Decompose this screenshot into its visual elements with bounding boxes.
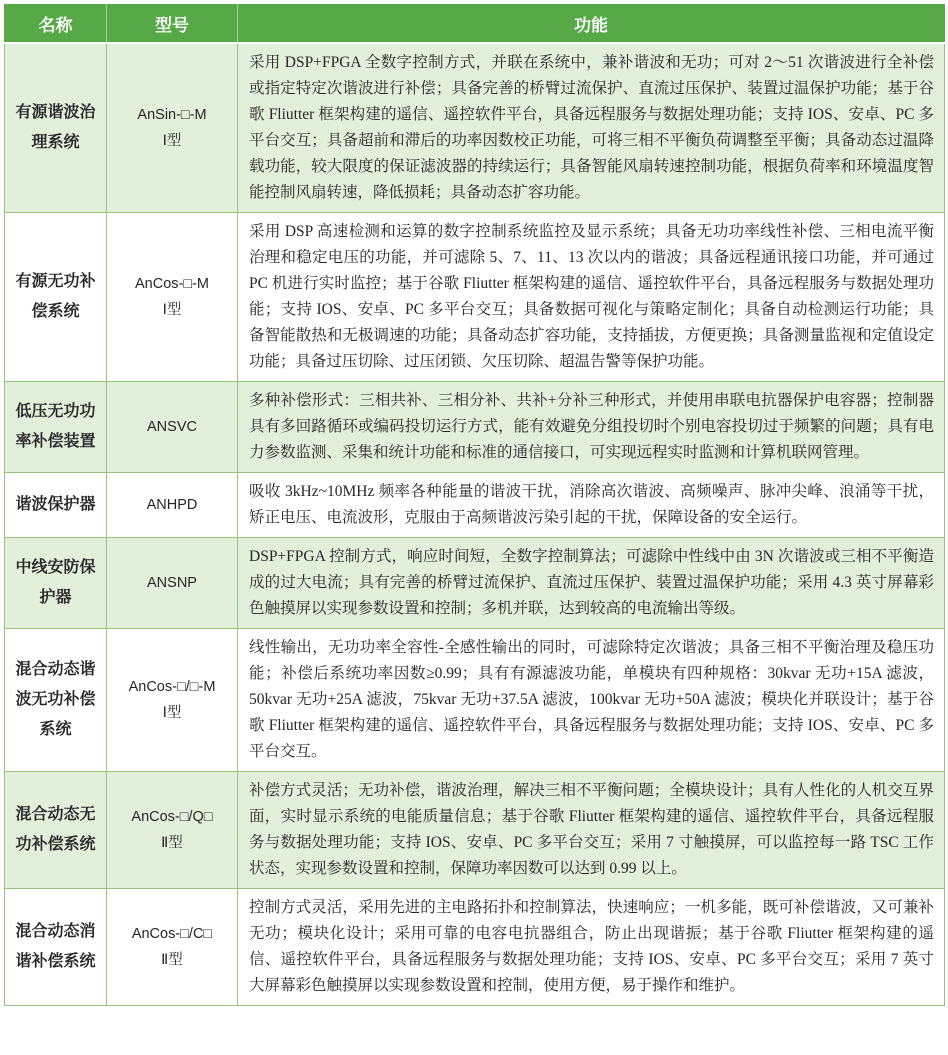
model-code: AnCos-□-M	[134, 276, 209, 292]
product-function: 吸收 3kHz~10MHz 频率各种能量的谐波干扰，消除高次谐波、高频噪声、脉冲尖峰、浪涌等干扰，矫正电压、电流波形，克服由于高频谐波污染引起的干扰，保障设备的安全运行。	[238, 473, 945, 538]
product-name: 有源谐波治理系统	[5, 43, 107, 213]
product-function: 采用 DSP 高速检测和运算的数字控制系统监控及显示系统；具备无功功率线性补偿、三相电流平衡治理和稳定电压的功能，并可滤除 5、7、11、13 次以内的谐波；具备远程通讯接口功能，并可通过 PC 机进行实时监控；基于谷歌 Fliutter 框架构建的遥信、遥控软件平台，具备远程服务与数据处理功能；支持 IOS、安卓、PC 多平台交互；具备数据可视化与策略定制化；具备自动检测运行功能；具备智能散热和无极调速的功能；具备动态扩容功能，支持插拔，方便更换；具备测量监视和定值设定功能；具备过压切除、过压闭锁、欠压切除、超温告警等保护功能。	[238, 213, 945, 382]
model-code: ANSVC	[147, 419, 197, 435]
table-row	[5, 889, 945, 1006]
product-model	[107, 473, 238, 538]
product-function: 线性输出，无功功率全容性-全感性输出的同时，可滤除特定次谐波；具备三相不平衡治理及稳压功能；补偿后系统功率因数≥0.99；具有有源滤波功能，单模块有四种规格：30kvar 无功+15A 滤波，50kvar 无功+25A 滤波，75kvar 无功+37.5A 滤波，100kvar 无功+50A 滤波；模块化并联设计；基于谷歌 Fliutter 框架构建的遥信、遥控软件平台，具备远程服务与数据处理功能；支持 IOS、安卓、PC 多平台交互。	[238, 629, 945, 772]
product-name: 有源无功补偿系统	[5, 213, 107, 382]
product-function: 多种补偿形式：三相共补、三相分补、共补+分补三种形式，并使用串联电抗器保护电容器；控制器具有多回路循环或编码投切运行方式，能有效避免分组投切时个别电容投切过于频繁的问题；具有电力参数监测、采集和统计功能和标准的通信接口，可实现远程实时监测和计算机联网管理。	[238, 382, 945, 473]
table-row	[5, 538, 945, 629]
model-code: AnCos-□/□-M	[128, 679, 216, 695]
model-type: Ⅱ型	[161, 835, 183, 851]
product-function: 采用 DSP+FPGA 全数字控制方式，并联在系统中，兼补谐波和无功；可对 2～51 次谐波进行全补偿或指定特定次谐波进行补偿；具备完善的桥臂过流保护、直流过压保护、装置过温保护功能；基于谷歌 Fliutter 框架构建的遥信、遥控软件平台，具备远程服务与数据处理功能；支持 IOS、安卓、PC 多平台交互；具备超前和滞后的功率因数校正功能，可将三相不平衡负荷调整至平衡；具备动态过温降载功能，较大限度的保证滤波器的持续运行；具备智能风扇转速控制功能，根据负荷率和环境温度智能控制风扇转速，降低损耗；具备动态扩容功能。	[238, 43, 945, 213]
product-model	[107, 772, 238, 889]
product-model	[107, 538, 238, 629]
model-code: ANSNP	[147, 575, 197, 591]
product-name: 低压无功功率补偿装置	[5, 382, 107, 473]
table-row	[5, 213, 945, 382]
header-name: 名称	[5, 5, 107, 44]
table-row	[5, 629, 945, 772]
product-name: 中线安防保护器	[5, 538, 107, 629]
product-function: 控制方式灵活，采用先进的主电路拓扑和控制算法，快速响应；一机多能，既可补偿谐波，又可兼补无功；模块化设计；采用可靠的电容电抗器组合，防止出现谐振；基于谷歌 Fliutter 框架构建的遥信、遥控软件平台，具备远程服务与数据处理功能；支持 IOS、安卓、PC 多平台交互；采用 7 英寸大屏幕彩色触摸屏以实现参数设置和控制，使用方便，易于操作和维护。	[238, 889, 945, 1006]
product-name: 谐波保护器	[5, 473, 107, 538]
product-model	[107, 889, 238, 1006]
model-type: Ⅰ型	[162, 133, 182, 149]
product-function: 补偿方式灵活；无功补偿，谐波治理，解决三相不平衡问题；全模块设计；具有人性化的人机交互界面，实时显示系统的电能质量信息；基于谷歌 Fliutter 框架构建的遥信、遥控软件平台，具备远程服务与数据处理功能；支持 IOS、安卓、PC 多平台交互；采用 7 寸触摸屏，可以监控每一路 TSC 工作状态，实现参数设置和控制，保障功率因数可以达到 0.99 以上。	[238, 772, 945, 889]
table-row	[5, 43, 945, 213]
table-row	[5, 473, 945, 538]
product-model	[107, 213, 238, 382]
model-type: Ⅱ型	[161, 952, 183, 968]
model-type: Ⅰ型	[162, 302, 182, 318]
product-name: 混合动态消谐补偿系统	[5, 889, 107, 1006]
table-header-row	[5, 5, 945, 44]
table-header	[5, 5, 945, 44]
product-model	[107, 629, 238, 772]
product-model	[107, 43, 238, 213]
model-code: AnSin-□-M	[137, 107, 207, 123]
header-function: 功能	[238, 5, 945, 44]
table-row	[5, 382, 945, 473]
table-body	[5, 43, 945, 1006]
product-function: DSP+FPGA 控制方式，响应时间短，全数字控制算法；可滤除中性线中由 3N 次谐波或三相不平衡造成的过大电流；具有完善的桥臂过流保护、直流过压保护、装置过温保护功能；采用 4.3 英寸屏幕彩色触摸屏以实现参数设置和控制；多机并联，达到较高的电流输出等级。	[238, 538, 945, 629]
product-spec-table	[4, 4, 945, 1006]
model-code: AnCos-□/Q□	[131, 809, 213, 825]
model-code: AnCos-□/C□	[131, 926, 213, 942]
product-name: 混合动态谐波无功补偿系统	[5, 629, 107, 772]
table-row	[5, 772, 945, 889]
model-code: ANHPD	[146, 497, 198, 513]
model-type: Ⅰ型	[162, 705, 182, 721]
product-name: 混合动态无功补偿系统	[5, 772, 107, 889]
product-model	[107, 382, 238, 473]
header-model: 型号	[107, 5, 238, 44]
